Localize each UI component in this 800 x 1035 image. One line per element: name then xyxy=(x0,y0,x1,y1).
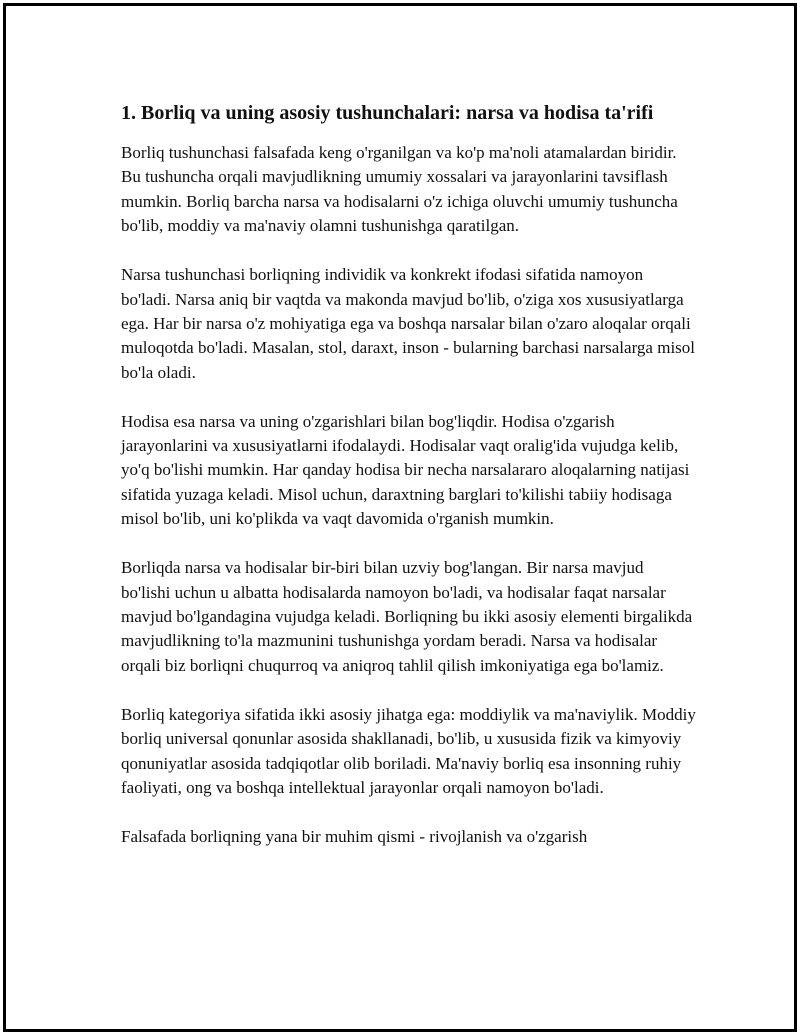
paragraph-3: Hodisa esa narsa va uning o'zgarishlari bilan bog'liqdir. Hodisa o'zgarish jarayonlarini va xususiyatlarni ifodalaydi. Hodisalar vaqt oralig'ida vujudga kelib, yo'q bo'lishi mumkin. Har qanday hodisa bir necha narsalararo aloqalarning natijasi sifatida yuzaga keladi. Misol uchun, daraxtning barglari to'kilishi tabiiy hodisaga misol bo'lib, uni ko'plikda va vaqt davomida o'rganish mumkin. xyxy=(121,411,690,529)
paragraph-1: Borliq tushunchasi falsafada keng o'rganilgan va ko'p ma'noli atamalardan biridir. Bu tushuncha orqali mavjudlikning umumiy xossalari va jarayonlarini tavsiflash mumkin. Borliq barcha narsa va hodisalarni o'z ichiga oluvchi umumiy tushuncha bo'lib, moddiy va ma'naviy olamni tushunishga qaratilgan. xyxy=(121,143,678,236)
paragraph-4: Borliqda narsa va hodisalar bir-biri bilan uzviy bog'langan. Bir narsa mavjud bo'lishi uchun u albatta hodisalarda namoyon bo'ladi, va hodisalar faqat narsalar mavjud bo'lgandagina vujudga keladi. Borliqning bu ikki asosiy elementi birgalikda mavjudlikning to'la mazmunini tushunishga yordam beradi. Narsa va hodisalar orqali biz borliqni chuqurroq va aniqroq tahlil qilish imkoniyatiga ega bo'lamiz. xyxy=(121,558,693,675)
paragraph-2: Narsa tushunchasi borliqning individik va konkrekt ifodasi sifatida namoyon bo'ladi. Narsa aniq bir vaqtda va makonda mavjud bo'lib, o'ziga xos xususiyatlarga ega. Har bir narsa o'z mohiyatiga ega va boshqa narsalar bilan o'zaro aloqalar orqali muloqotda bo'ladi. Masalan, stol, daraxt, inson - bularning barchasi narsalarga misol bo'la oladi. xyxy=(121,265,696,382)
document-body xyxy=(121,99,696,874)
paragraph-5: Borliq kategoriya sifatida ikki asosiy jihatga ega: moddiylik va ma'naviylik. Moddiy borliq universal qonunlar asosida shakllanadi, bo'lib, u xususida fizik va kimyoviy qonuniyatlar asosida tadqiqotlar olib boriladi. Ma'naviy borliq esa insonning ruhiy faoliyati, ong va boshqa intellektual jarayonlar orqali namoyon bo'ladi. xyxy=(121,704,696,797)
page-frame xyxy=(3,3,797,1032)
section-heading: 1. Borliq va uning asosiy tushunchalari: narsa va hodisa ta'rifi xyxy=(121,102,654,124)
paragraph-6: Falsafada borliqning yana bir muhim qismi - rivojlanish va o'zgarish xyxy=(121,826,588,846)
